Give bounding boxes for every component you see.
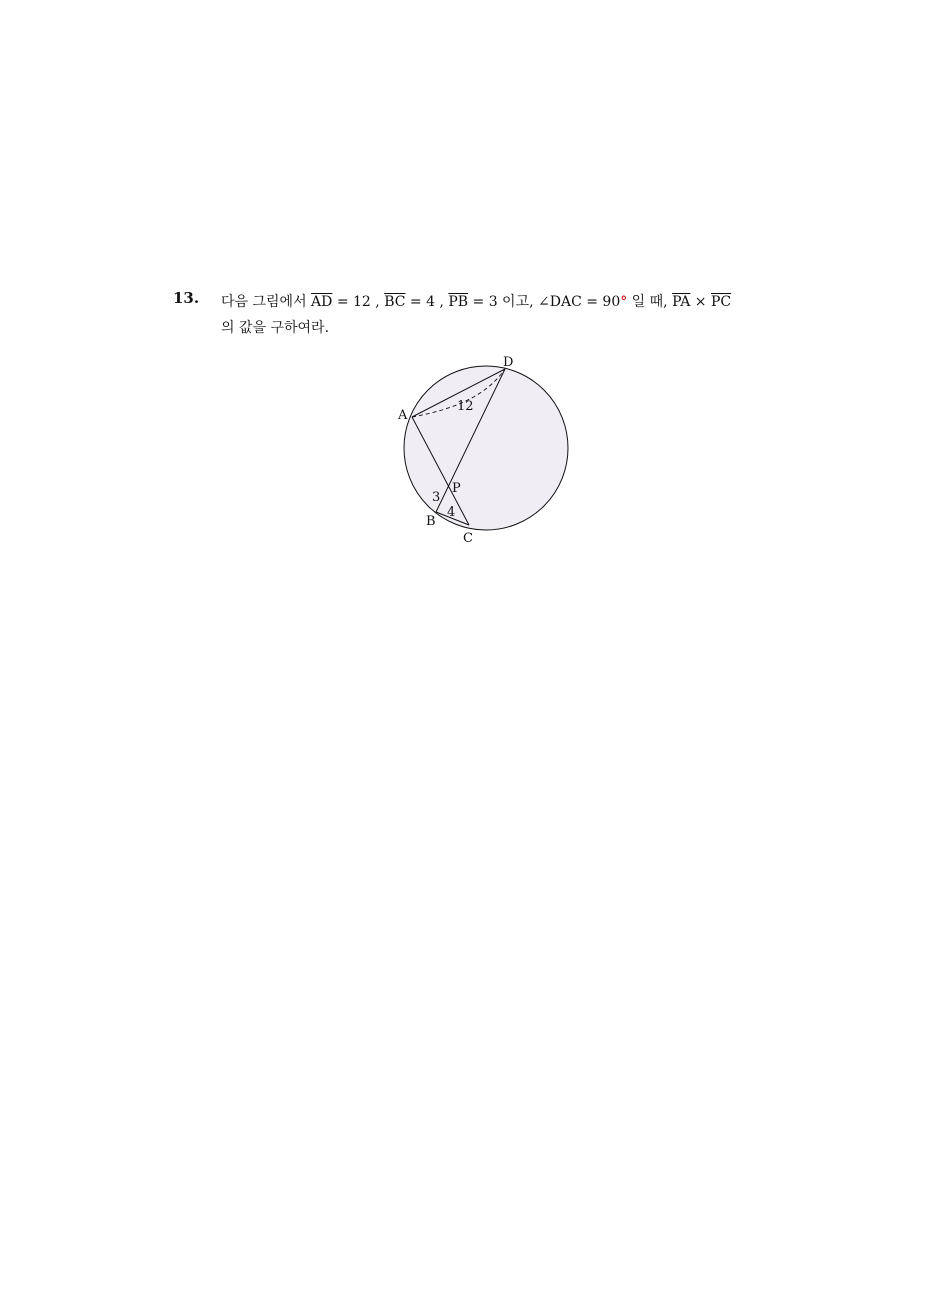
label-d: D: [503, 355, 514, 370]
segment-pb: $\overline{PB}$: [448, 294, 469, 310]
label-ad-length: 12: [457, 399, 474, 414]
segment-pc: $\overline{PC}$: [710, 294, 732, 310]
text-times: ×: [690, 294, 711, 310]
text-bc-value: = 4 ,: [405, 294, 449, 310]
geometry-figure: [390, 348, 580, 548]
label-c: C: [463, 531, 473, 546]
text-intro: 다음 그림에서: [221, 294, 312, 310]
label-b: B: [426, 514, 436, 529]
segment-ad: $\overline{AD}$: [311, 294, 333, 310]
segment-bc: $\overline{BC}$: [384, 294, 406, 310]
text-ad-value: = 12 ,: [332, 294, 385, 310]
statement-line-2: 의 값을 구하여라.: [221, 320, 330, 336]
label-a: A: [398, 408, 408, 423]
circle-diagram: [390, 348, 580, 548]
degree-symbol: °: [620, 294, 628, 310]
problem-statement: [221, 289, 781, 341]
statement-line-1: [221, 289, 781, 315]
label-pb-length: 3: [432, 490, 441, 505]
label-bc-length: 4: [447, 505, 456, 520]
problem-number: 13.: [173, 289, 200, 307]
label-p: P: [452, 481, 461, 496]
segment-pa: $\overline{PA}$: [672, 294, 691, 310]
text-angle: = 3 이고, ∠DAC = 90: [468, 294, 621, 310]
text-condition: 일 때,: [627, 294, 673, 310]
